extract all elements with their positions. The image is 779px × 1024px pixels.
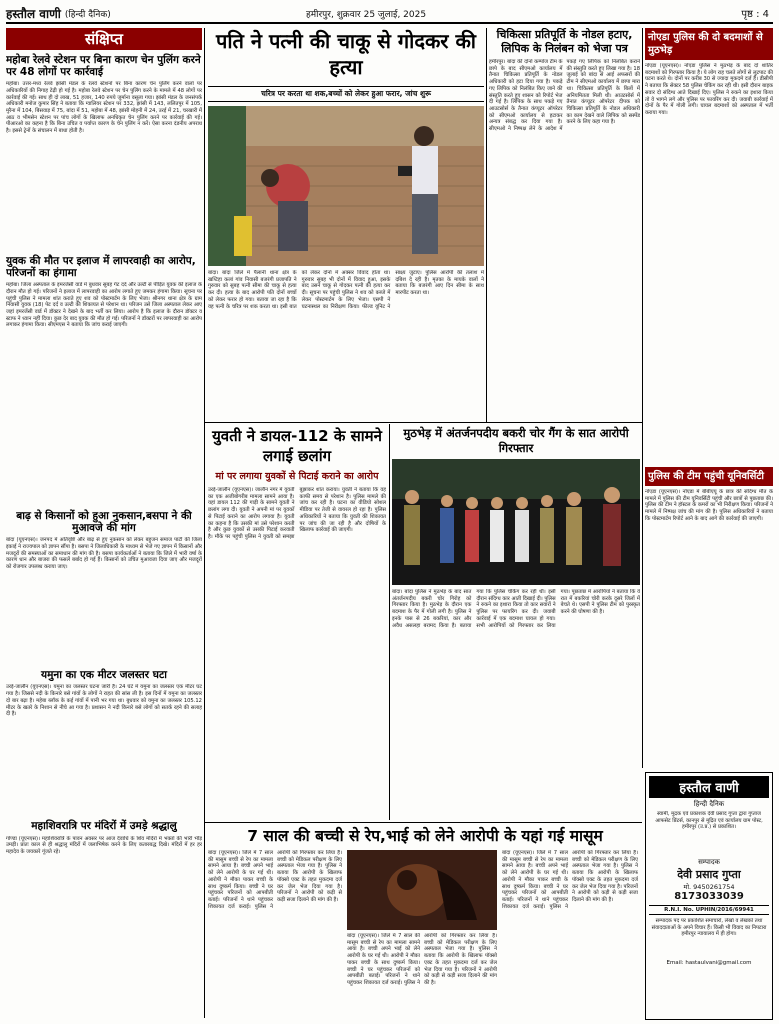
imprint-brand: हस्तौल वाणी	[649, 776, 769, 798]
noida-body: नोएडा (यूएनएस)। नोएडा पुलिस ने मुठभेड़ के बाद दो शातिर बदमाशों को गिरफ्तार किया है। ये लोग राह चलते लोगों से लूटपाट की घटना करते थे। दोनों पर करीब 30 से ज्यादा मुकदमे दर्ज हैं। डीसीपी ने बताया कि सेक्टर 58 पुलिस चेकिंग कर रही थी। इसी दौरान बाइक सवार दो संदिग्ध आते दिखाई दिए। पुलिस ने रुकने का इशारा किया तो वे भागने लगे और पुलिस पर फायरिंग कर दी। जवाबी कार्रवाई में दोनों के पैर में गोली लगी। घायल बदमाशों को अस्पताल में भर्ती कराया गया।	[645, 63, 773, 116]
sankshipt-heading-2: युवक की मौत पर इलाज में लापरवाही का आरोप, परिजनों का हंगामा	[6, 255, 196, 280]
noida-sub-body: नोएडा (यूएनएस)। नोएडा में बीबीएयू के छात्र की संदिग्ध मौत के मामले में पुलिस की टीम यूनिवर्सिटी पहुंची और छात्रों से पूछताछ की। पुलिस की टीम ने हॉस्टल के कमरों का भी निरीक्षण किया। परिजनों ने मामले में निष्पक्ष जांच की मांग की है। पुलिस अधिकारियों ने बताया कि पोस्टमार्टम रिपोर्ट आने के बाद आगे की कार्रवाई की जाएगी।	[645, 489, 773, 522]
sankshipt-body-3: बांदा (यूएनएस)। जनपद में अतिवृष्टि और बाढ़ से हुए नुकसान को लेकर बहुजन समाज पार्टी की जिला इकाई ने राज्यपाल को ज्ञापन सौंपा है। बसपा ने जिलाधिकारी के माध्यम से भेजे गए ज्ञापन में किसानों और मजदूरों की समस्याओं का समाधान की मांग की है। बसपा कार्यकर्ताओं ने बताया कि जिले में भारी वर्षा के कारण धान और बाजरा की फसलें बर्बाद हो गई हैं। किसानों को उचित मुआवजा दिया जाए और मजदूरों को रोजगार उपलब्ध कराया जाए।	[6, 537, 202, 571]
noida-sub-headline: पुलिस की टीम पहुंची यूनिवर्सिटी	[645, 467, 773, 486]
masthead-brand: हस्तौल वाणी	[6, 6, 61, 21]
rape-photo	[347, 850, 497, 930]
noida-headline: नोएडा पुलिस की दो बदमाशों से मुठभेड़	[645, 28, 773, 60]
sankshipt-heading-3: बाढ़ से किसानों को हुआ नुकसान,बसपा ने की मुआवजे की मांग	[16, 510, 192, 535]
sankshipt-heading-4: यमुना का एक मीटर जलस्तर घटा	[41, 669, 167, 682]
sankshipt-label: संक्षिप्त	[6, 28, 202, 50]
imprint-rni: R.N.I. No. UPHIN/2016/69941	[649, 905, 769, 915]
imprint-editor-label: सम्पादक	[698, 858, 720, 866]
sankshipt-heading-1: महोबा रेलवे स्टेशन पर बिना कारण चेन पुलिंग करने पर 48 लोगों पर कार्रवाई	[6, 54, 201, 79]
rape-body-mid: बांदा (यूएनएस)। जिले में 7 साल की मासूम बच्ची से रेप का मामला सामने आया है। बच्ची अपने भाई को लेने आरोपी के घर गई थी। आरोपी ने मौका पाकर बच्ची के साथ दुष्कर्म किया। बच्ची ने घर पहुंचकर परिजनों को आपबीती बताई। परिजनों ने थाने पहुंचकर शिकायत दर्ज कराई। पुलिस ने आरोपी को गिरफ्तार कर लिया है। बच्ची को मेडिकल परीक्षण के लिए अस्पताल भेजा गया है। पुलिस ने बताया कि आरोपी के खिलाफ पॉक्सो एक्ट के तहत मुकदमा दर्ज कर जेल भेज दिया गया है। परिजनों ने आरोपी को कड़ी से कड़ी सजा दिलाने की मांग की है।	[347, 933, 497, 986]
lead-strap: चरित्र पर करता था शक,बच्चों को लेकर हुआ फरार, जांच शुरू	[208, 86, 484, 102]
rape-headline: 7 साल की बच्ची से रेप,भाई को लेने आरोपी के यहां गई मासूम	[247, 827, 603, 845]
bakri-photo	[392, 459, 640, 585]
lead-headline: पति ने पत्नी की चाकू से गोदकर की हत्या	[215, 29, 476, 79]
girl-silhouette-photo	[347, 850, 497, 930]
crime-scene-photo	[208, 106, 484, 266]
rape-body-right: बांदा (यूएनएस)। जिले में 7 साल की मासूम बच्ची से रेप का मामला सामने आया है। बच्ची अपने भाई को लेने आरोपी के घर गई थी। आरोपी ने मौका पाकर बच्ची के साथ दुष्कर्म किया। बच्ची ने घर पहुंचकर परिजनों को आपबीती बताई। परिजनों ने थाने पहुंचकर शिकायत दर्ज कराई। पुलिस ने आरोपी को गिरफ्तार कर लिया है। बच्ची को मेडिकल परीक्षण के लिए अस्पताल भेजा गया है। पुलिस ने बताया कि आरोपी के खिलाफ पॉक्सो एक्ट के तहत मुकदमा दर्ज कर जेल भेज दिया गया है। परिजनों ने आरोपी को कड़ी से कड़ी सजा दिलाने की मांग की है।	[502, 850, 638, 910]
yuvati-headline: युवती ने डायल-112 के सामने लगाई छलांग	[212, 427, 382, 465]
sankshipt-body-2: महोबा। जिला अस्पताल के इमरजेंसी वार्ड में बुधवार सुबह गेट दर्द और उल्टी से पीड़ित युवक की इलाज के दौरान मौत हो गई। परिजनों ने इलाज में लापरवाही का आरोप लगाते हुए जमकर हंगामा किया। सूचना पर पहुंची पुलिस ने मामला शांत कराते हुए शव को पोस्टमार्टम के लिए भेजा। श्रीनगर थाना क्षेत्र के ग्राम निवासी युवक (18) पेट दर्द व उल्टी की शिकायत से परेशान था। परिजन उसे जिला अस्पताल लेकर आए जहां इमरजेंसी वार्ड में डॉक्टर ने देखने के बाद भर्ती कर लिया। आरोप है कि इलाज के दौरान डॉक्टर व स्टाफ ने ध्यान नहीं दिया। कुछ देर बाद युवक की मौत हो गई। परिजनों ने डॉक्टरों पर लापरवाही का आरोप लगाकर हंगामा किया। सीएमएस ने बताया कि जांच कराई जाएगी।	[6, 282, 202, 329]
bakri-headline: मुठभेड़ में अंतर्जनपदीय बकरी चोर गैंग के सात आरोपी गिरफ्तार	[403, 426, 629, 455]
bakri-body: बांदा। बांदा पुलिस ने मुठभेड़ के बाद सात अंतर्जनपदीय बकरी चोर गिरोह को गिरफ्तार किया है। मुठभेड़ के दौरान एक बदमाश के पैर में गोली लगी है। पुलिस ने इनके पास से 26 बकरियां, कार और अवैध असलहा बरामद किया है। बताया गया कि पुलिस चेकिंग कर रही थी। इसी दौरान संदिग्ध कार आती दिखाई दी। पुलिस ने रुकने का इशारा किया तो कार सवारों ने पुलिस पर फायरिंग कर दी। जवाबी कार्रवाई में एक बदमाश घायल हो गया। सभी आरोपियों को गिरफ्तार कर लिया गया। पूछताछ में आरोपियों ने बताया कि वे रात में बकरियां चोरी करके दूसरे जिलों में बेचते थे। एसपी ने पुलिस टीम को पुरस्कृत करने की घोषणा की है।	[392, 589, 640, 629]
yuvati-story	[208, 426, 386, 820]
sankshipt-body-1: महोबा। उत्तर-मध्य रेलवे झांसी मंडल के रेलवे स्टेशनों पर बिना कारण चेन पुलिंग करने वालों पर अधिकारियों की निगाह टेढ़ी हो गई है। महोबा रेलवे स्टेशन पर चेन पुलिंग करने के मामले में 48 लोगों पर कार्रवाई की गई। साथ ही दो लाख, 51 हजार, 140 रुपये जुर्माना वसूला गया। झांसी मंडल के जनसंपर्क अधिकारी मनोज कुमार सिंह ने बताया कि ग्वालियर स्टेशन पर 332, झांसी में 143, ललितपुर में 105, मुरैना में 104, बिसवाड़ में 75, बांदा में 51, महोबा में 48, झांसी मोहनी में 24, उरई में 21, चरखारी में आठ व भीमसेन स्टेशन पर पांच लोगों के खिलाफ अनधिकृत चेन पुलिंग करने पर कार्रवाई की गई। पीआरओ का कहना है कि बिना उचित व पर्याप्त कारण के चेन पुलिंग न करें। ऐसा करना दंडनीय अपराध है। इससे ट्रेनों के संचालन में बाधा होती है।	[6, 81, 202, 135]
imprint-email: Email: hastaulvani@gmail.com	[666, 960, 752, 966]
lead-story	[208, 28, 484, 420]
sankshipt-body-4: उरई-जालौन (यूएनएस)। यमुना का जलस्तर घटना जारी है। 24 घंटे में यमुना का जलस्तर एक मीटर घट गया है। जिससे नदी के किनारे बसे गांवों के लोगों ने राहत की सांस ली है। इस दिनों में यमुना का जलस्तर दो बार बढ़ा है। महेबा ब्लॉक के कई गांवों में पानी भर गया था। बुधवार को यमुना का जलस्तर 105.12 मीटर के खतरे के निशान से नीचे आ गया है। प्रशासन ने नदी किनारे बसे लोगों को सतर्क रहने की सलाह दी है।	[6, 684, 202, 718]
chikitsa-story	[489, 28, 640, 420]
masthead-subtitle: (हिन्दी दैनिक)	[64, 9, 111, 20]
lead-photo	[208, 106, 484, 266]
imprint-subtitle: हिन्दी दैनिक	[693, 800, 725, 808]
imprint-body: स्वामी, मुद्रक एवं प्रकाशक देवी प्रसाद गुप्ता द्वारा गुप्ताज आफसेट प्रिंटर्स, कानपुर से मुद्रित एवं कार्यालय ग्राम पोस्ट, हमीरपुर (उ.प्र.) से प्रकाशित।	[655, 811, 763, 831]
imprint-note: सम्पादक पद पर प्रकाशित समाचारों, लेखों व लेखकों तथा संवाददाताओं के अपने विचार हैं। किसी भी विवाद का निपटारा हमीरपुर न्यायालय में ही होगा।	[651, 918, 767, 938]
yuvati-body: उरई-जालौन (यूएनएस)। जालौन नगर में युवती का एक अजीबोगरीब मामला सामने आया है। यहां डायल 112 की गाड़ी के सामने युवती ने छलांग लगा दी। युवती ने अपनी मां पर युवकों से पिटाई कराने का आरोप लगाया है। युवती का कहना है कि उसकी मां उसे परेशान करती है और कुछ युवकों से उसकी पिटाई करवाती है। मौके पर पहुंची पुलिस ने युवती को समझा बुझाकर शांत कराया। युवती ने बताया कि वह काफी समय से परेशान है। पुलिस मामले की जांच कर रही है। घटना का वीडियो सोशल मीडिया पर तेजी से वायरल हो रहा है। पुलिस अधिकारियों ने बताया कि युवती की शिकायत पर जांच की जा रही है और दोषियों के खिलाफ कार्रवाई की जाएगी।	[208, 487, 386, 540]
sankshipt-body-5: गोण्डा (यूएनएस)। महाशिवरात्रि के पावन अवसर पर आज देवाधि के शिव मंदिरों में भक्तों की भारी भीड़ उमड़ी। प्रातः काल से ही श्रद्धालु मंदिरों में जलाभिषेक करने के लिए कतारबद्ध दिखे। मंदिरों में हर हर महादेव के जयकारे गूंजते रहे।	[6, 835, 202, 855]
noida-column	[645, 28, 773, 768]
bakri-story	[392, 426, 640, 820]
masthead-date: हमीरपुर, शुक्रवार 25 जुलाई, 2025	[306, 9, 427, 20]
yuvati-sub: मां पर लगाया युवकों से पिटाई कराने का आरोप	[215, 471, 379, 482]
chikitsa-body: हमीरपुर। बांदा की दोनों कम्पोज टीम के छापे के बाद सीएमओ कार्यालय में तैनात चिकित्सा प्रतिपूर्ति के नोडल अधिकारी को हटा दिया गया है। पकड़े गए लिपिक को निलंबित किए जाने की संस्तुति करते हुए शासन को रिपोर्ट भेज दी गई है। लिपिक के साथ पकड़े गए आउटसोर्स के तैनात कंप्यूटर ऑपरेटर को सीएमओ कार्यालय से हटाकर अन्यत्र संबद्ध कर दिया गया है। सीएमओ ने निष्पक्ष लेने के आदेश में पकड़े गए लिपिक को निलंबित कराने की संस्तुति करते हुए लिखा गया है। 18 जुलाई को बांदा से आई अफसरों की टीम ने सीएमओ कार्यालय में छापा मारा था। चिकित्सा प्रतिपूर्ति के बिलों में अनियमितता मिली थी। आउटसोर्स में तैनात कंप्यूटर ऑपरेटर दीपक को चिकित्सा प्रतिपूर्ति के नोडल अधिकारी का काम देखने वाले लिपिक को सस्पेंड करने के लिए कहा गया है।	[489, 59, 640, 133]
imprint-phone2: 8173033039	[674, 891, 744, 902]
chikitsa-headline: चिकित्सा प्रतिपूर्ति के नोडल हटाए, लिपिक के निलंबन को भेजा पत्र	[496, 28, 633, 55]
lead-body: बांदा। बांदा जिले में पैलानी थाना क्षेत्र के खप्टिहा कलां गांव निवासी बजरंगी प्रजापति ने गुरुवार को सुबह पत्नी सीमा की चाकू से हत्या कर दी। हत्या के बाद आरोपी पति दोनों बच्चों को लेकर फरार हो गया। बताया जा रहा है कि वह पत्नी के चरित्र पर शक करता था। इसी बात को लेकर दोनों में अक्सर विवाद होता था। गुरुवार सुबह भी दोनों में विवाद हुआ, इसके बाद उसने चाकू से गोदकर पत्नी की हत्या कर दी। सूचना पर पहुंची पुलिस ने शव को कब्जे में लेकर पोस्टमार्टम के लिए भेजा। एसपी ने घटनास्थल का निरीक्षण किया। फील्ड यूनिट ने साक्ष्य जुटाए। पुलिस आरोपी की तलाश में दबिश दे रही है। मृतका के मायके वालों ने बताया कि बजरंगी आए दिन सीमा के साथ मारपीट करता था।	[208, 270, 484, 310]
rape-body-left: बांदा (यूएनएस)। जिले में 7 साल की मासूम बच्ची से रेप का मामला सामने आया है। बच्ची अपने भाई को लेने आरोपी के घर गई थी। आरोपी ने मौका पाकर बच्ची के साथ दुष्कर्म किया। बच्ची ने घर पहुंचकर परिजनों को आपबीती बताई। परिजनों ने थाने पहुंचकर शिकायत दर्ज कराई। पुलिस ने आरोपी को गिरफ्तार कर लिया है। बच्ची को मेडिकल परीक्षण के लिए अस्पताल भेजा गया है। पुलिस ने बताया कि आरोपी के खिलाफ पॉक्सो एक्ट के तहत मुकदमा दर्ज कर जेल भेज दिया गया है। परिजनों ने आरोपी को कड़ी से कड़ी सजा दिलाने की मांग की है।	[208, 850, 342, 910]
sankshipt-column	[6, 28, 202, 1020]
rape-story	[208, 826, 642, 1020]
masthead	[6, 4, 773, 24]
sankshipt-heading-5: महाशिवरात्रि पर मंदिरों में उमड़े श्रद्धालु	[31, 820, 177, 833]
imprint-phone1: मो. 9450261754	[683, 883, 735, 891]
imprint-editor: देवी प्रसाद गुप्ता	[677, 868, 741, 881]
page-number: पृष्ठ : 4	[741, 9, 769, 20]
imprint-box	[645, 772, 773, 1020]
arrest-group-photo	[392, 459, 640, 585]
